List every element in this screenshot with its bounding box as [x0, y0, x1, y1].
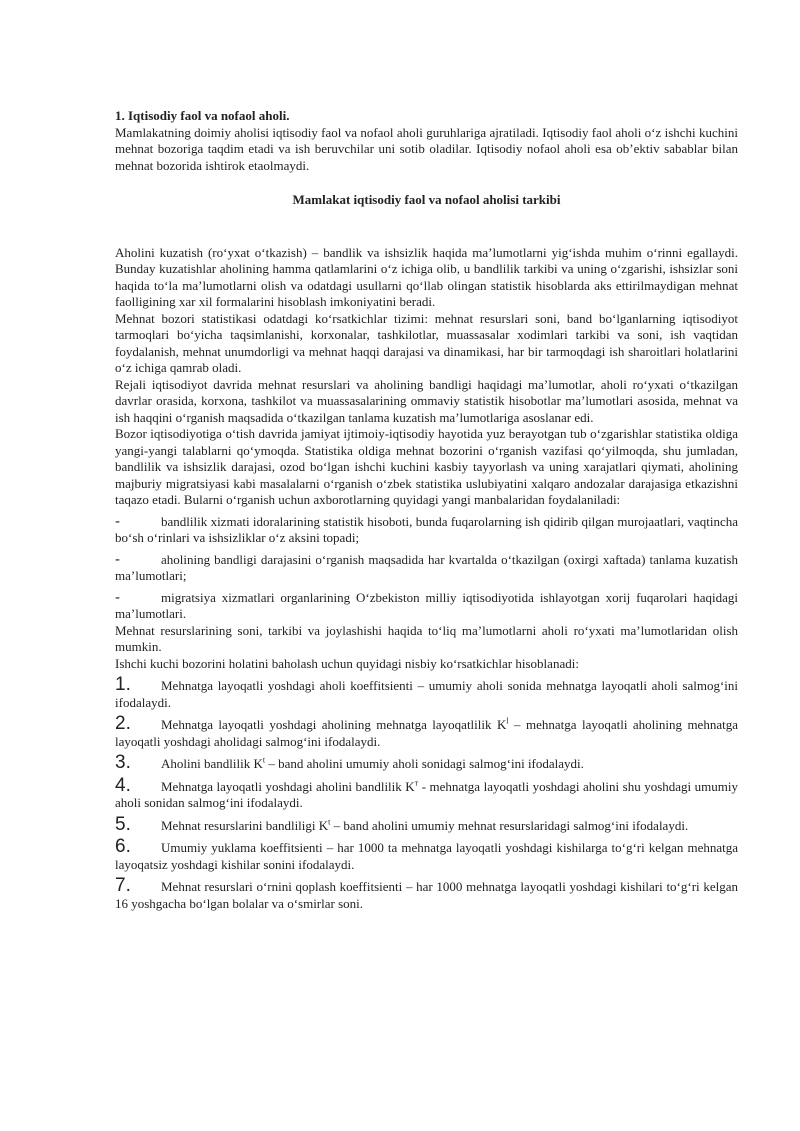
- numbered-item: [115, 836, 738, 873]
- item-text: – band aholini umumiy aholi sonidagi salmog‘ini ifodalaydi.: [265, 756, 584, 771]
- dash-bullet: -: [115, 512, 120, 530]
- body-paragraph: Aholini kuzatish (ro‘yxat o‘tkazish) – bandlik va ishsizlik haqida ma’lumotlarni yig‘ishda muhim o‘rinni egallaydi. Bunday kuzatishlar aholining hamma qatlamlarini o‘z ichiga olib, u bandlilik tarkibi va uning o‘zgarishi, ishsizlar soni haqida to‘la ma’lumotlarni olish va odatdagi usullarni qo‘llab olingan statistik hisoblarda aks ettirilmaydigan mehnat faolligining xar xil formalarini hisoblash imkoniyatini beradi.: [115, 244, 738, 309]
- item-number: 2.: [115, 713, 131, 734]
- list-item: [115, 514, 738, 547]
- document-page: [115, 102, 738, 912]
- item-text: Umumiy yuklama koeffitsienti – har 1000 ta mehnatga layoqatli yoshdagi kishilarga to‘g‘ri kelgan mehnatga layoqatsiz yoshdagi kishilar sonini ifodalaydi.: [115, 840, 738, 872]
- body-paragraph: Bozor iqtisodiyotiga o‘tish davrida jamiyat ijtimoiy-iqtisodiy hayotida yuz berayotgan tub o‘zgarishlar statistika oldiga yangi-yangi talablarni qo‘ymoqda. Statistika oldiga mehnat bozorini o‘rganish vazifasi qo‘yilmoqda, shu jumladan, bandlilik va ishsizlik darajasi, ozod bo‘lgan ishchi kuchini kasbiy tayyorlash va uning xarajatlari qiymati, aholining majburiy migratsiyasi kabi masalalarni o‘rganish o‘zbek statistika uslubiyatini xalqaro andozalar darajasiga etkazishni taqazo etadi. Bularni o‘rganish uchun axborotlarning quyidagi yangi manbalaridan foydalaniladi:: [115, 426, 738, 507]
- item-text: – mehnatga layoqatli aholining mehnatga layoqatli yoshdagi aholidagi salmog‘ini ifodalaydi.: [115, 717, 738, 749]
- list-item: [115, 552, 738, 585]
- body-paragraph: Rejali iqtisodiyot davrida mehnat resurslari va aholining bandligi haqidagi ma’lumotlar, aholi ro‘yxati o‘tkazilgan davrlar orasida, korxona, tashkilot va muassasalarining ommaviy statistik hisobotlar ma’lumotlari asosida, mehnat va ish haqqini o‘rganish maqsadida o‘tkazilgan tanlama kuzatish ma’lumotlariga asoslanar edi.: [115, 376, 738, 425]
- numbered-item: [115, 774, 739, 812]
- item-superscript: l: [506, 716, 509, 726]
- list-item-text: bandlilik xizmati idoralarining statistik hisoboti, bunda fuqarolarning ish qidirib qilgan murojaatlari, vaqtincha bo‘sh o‘rinlari va ishsizliklar o‘z aksini topadi;: [115, 513, 738, 545]
- numbered-item: [115, 875, 738, 912]
- section-heading: 1. Iqtisodiy faol va nofaol aholi.: [115, 108, 290, 123]
- numbered-item: [115, 713, 738, 750]
- list-item: [115, 590, 738, 623]
- item-text: Mehnatga layoqatli yoshdagi aholi koeffitsienti – umumiy aholi sonida mehnatga layoqatli aholi salmog‘ini ifodalaydi.: [115, 678, 738, 710]
- item-number: 1.: [115, 674, 131, 695]
- numbered-item: [115, 813, 738, 835]
- item-text: Mehnatga layoqatli yoshdagi aholini bandlilik K: [161, 778, 415, 794]
- intro-paragraph: Mamlakatning doimiy aholisi iqtisodiy faol va nofaol aholi guruhlariga ajratiladi. Iqtisodiy faol aholi o‘z ishchi kuchini mehnat bozoriga taqdim etadi va ish beruvchilar uni sotib oladilar. Iqtisodiy nofaol aholi esa ob’ektiv sabablar bilan mehnat bozorida ishtirok etaolmaydi.: [115, 124, 738, 173]
- item-superscript: т: [414, 778, 419, 788]
- body-paragraph: Ishchi kuchi bozorini holatini baholash uchun quyidagi nisbiy ko‘rsatkichlar hisoblanadi:: [115, 655, 579, 671]
- item-number: 7.: [115, 875, 131, 896]
- item-superscript: t: [328, 817, 331, 827]
- item-text: Mehnat resurslari o‘rnini qoplash koeffitsienti – har 1000 mehnatga layoqatli yoshdagi kishilari to‘g‘ri kelgan 16 yoshgacha bo‘lgan bolalar va o‘smirlar soni.: [115, 879, 738, 911]
- item-number: 6.: [115, 836, 131, 857]
- item-text: Mehnat resurslarini bandliligi K: [161, 817, 329, 833]
- item-text: – band aholini umumiy mehnat resurslaridagi salmog‘ini ifodalaydi.: [330, 817, 689, 833]
- numbered-item: [115, 674, 738, 711]
- item-text: - mehnatga layoqatli yoshdagi aholini shu yoshdagi umumiy aholi sonidan salmog‘ini ifodalaydi.: [115, 778, 739, 810]
- item-superscript: t: [262, 755, 266, 765]
- list-item-text: migratsiya xizmatlari organlarining O‘zbekiston milliy iqtisodiyotida ishlayotgan xorij fuqarolari haqidagi ma’lumotlari.: [115, 589, 738, 621]
- item-number: 3.: [115, 752, 131, 773]
- body-paragraph: Mehnat bozori statistikasi odatdagi ko‘rsatkichlar tizimi: mehnat resurslari soni, band bo‘lganlarning iqtisodiyot tarmoqlari bo‘yicha taqsimlanishi, korxonalar, tashkilotlar, muassasalar xodimlari tarkibi va soni, ish vaqtidan foydalanish, mehnat unumdorligi va mehnat haqqi darajasi va dinamikasi, har bir tarmoqdagi ish sharoitlari holatlarini o‘z ichiga qamrab oladi.: [115, 310, 738, 375]
- item-number: 5.: [115, 813, 131, 835]
- dash-bullet: -: [115, 550, 120, 568]
- numbered-item: [115, 752, 738, 773]
- item-text: Aholini bandlilik K: [161, 756, 263, 771]
- body-paragraph: Mehnat resurslarining soni, tarkibi va joylashishi haqida to‘liq ma’lumotlarni aholi ro‘yxati ma’lumotlaridan olish mumkin.: [115, 622, 738, 654]
- list-item-text: aholining bandligi darajasini o‘rganish maqsadida har kvartalda o‘tkazilgan (oxirgi xaftada) tanlama kuzatish ma’lumotlari;: [115, 551, 738, 583]
- item-number: 4.: [115, 774, 131, 796]
- section-title: Mamlakat iqtisodiy faol va nofaol aholisi tarkibi: [292, 192, 561, 207]
- item-text: Mehnatga layoqatli yoshdagi aholining mehnatga layoqatlilik K: [161, 717, 507, 732]
- dash-bullet: -: [115, 588, 120, 606]
